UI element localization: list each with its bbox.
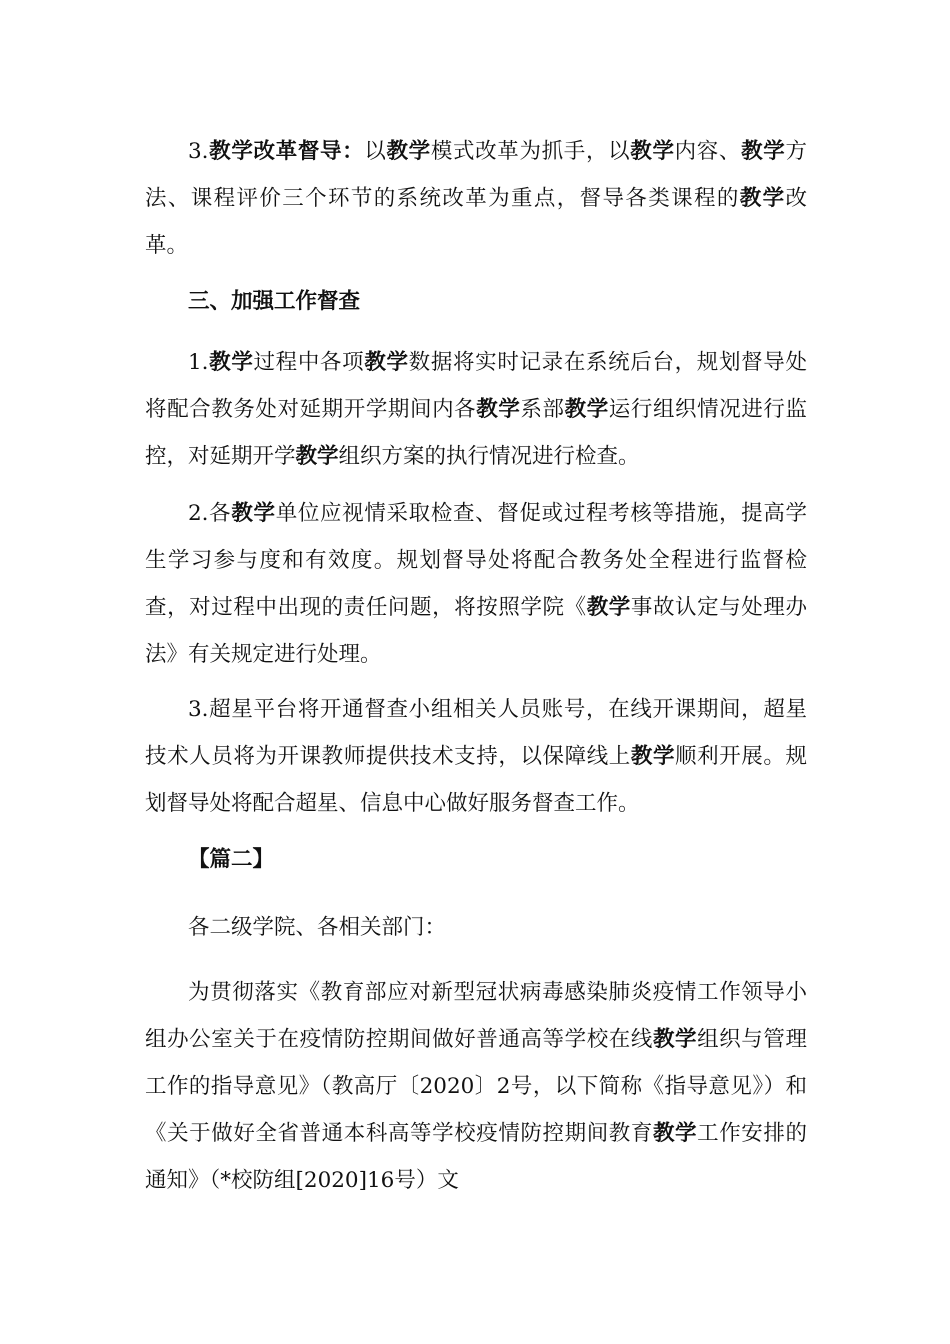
- text-run: 3.超星平台将开通督查小组相关人员账号，在线开课期间，超星技术人员将为开课教师提供技术支持，以保障线上: [145, 697, 807, 769]
- section-heading: [145, 836, 807, 883]
- bold-text-run: 教学: [564, 397, 609, 422]
- bold-text-run: 【篇二】: [188, 847, 275, 872]
- text-run: 系部: [520, 397, 565, 422]
- bold-text-run: 教学: [386, 139, 431, 164]
- text-run: 单位应视情采取检查、督促或过程考核等措施，提高学生学习参与度和有效度。规划督导处将配合教务处全程进行监督检查，对过程中出现的责任问题，将按照学院《: [145, 501, 807, 620]
- text-run: 内容、: [674, 139, 742, 164]
- body-paragraph: [145, 969, 807, 1204]
- text-run: 以: [364, 139, 387, 164]
- bold-text-run: 教学: [476, 397, 521, 422]
- bold-text-run: 教学: [630, 744, 676, 769]
- body-paragraph: [145, 904, 807, 951]
- bold-text-run: 教学: [739, 186, 786, 211]
- body-paragraph: [145, 128, 807, 269]
- body-paragraph: [145, 686, 807, 827]
- bold-text-run: 教学: [586, 595, 631, 620]
- text-run: 1.: [188, 350, 209, 375]
- text-run: 组织与管理工作的指导意见》（教高厅〔2020〕2号，以下简称《指导意见》）和《关于做好全省普通本科高等学校疫情防控期间教育: [145, 1027, 807, 1146]
- bold-text-run: 三、加强工作督查: [188, 289, 361, 314]
- text-run: 工作安排的通知》（*校防组[2020]16号）文: [145, 1121, 807, 1193]
- text-run: 模式改革为抓手，以: [430, 139, 631, 164]
- text-run: 为贯彻落实《教育部应对新型冠状病毒感染肺炎疫情工作领导小组办公室关于在疫情防控期间做好普通高等学校在线: [145, 980, 807, 1052]
- text-run: 方法、课程评价三个环节的系统改革为重点，督导各类课程的: [145, 139, 807, 211]
- text-run: 事故认定与处理办法》有关规定进行处理。: [145, 595, 807, 667]
- bold-text-run: 教学: [208, 350, 254, 375]
- section-heading: [145, 278, 807, 325]
- bold-text-run: 教学: [630, 139, 675, 164]
- bold-text-run: 教学: [652, 1027, 698, 1052]
- text-run: 改革。: [145, 186, 807, 258]
- body-paragraph: [145, 339, 807, 480]
- text-run: 2.各: [188, 501, 232, 526]
- bold-text-run: 教学改革督导：: [208, 139, 365, 164]
- body-paragraph: [145, 490, 807, 678]
- text-run: 组织方案的执行情况进行检查。: [338, 444, 640, 469]
- text-run: 顺利开展。规划督导处将配合超星、信息中心做好服务督查工作。: [145, 744, 807, 816]
- bold-text-run: 教学: [364, 350, 409, 375]
- bold-text-run: 教学: [652, 1121, 698, 1146]
- text-run: 运行组织情况进行监控，对延期开学: [145, 397, 807, 469]
- bold-text-run: 教学: [231, 501, 276, 526]
- bold-text-run: 教学: [295, 444, 339, 469]
- text-run: 数据将实时记录在系统后台，规划督导处将配合教务处对延期开学期间内各: [145, 350, 807, 422]
- text-run: 3.: [188, 139, 209, 164]
- bold-text-run: 教学: [741, 139, 786, 164]
- text-run: 各二级学院、各相关部门：: [188, 915, 447, 940]
- text-run: 过程中各项: [253, 350, 365, 375]
